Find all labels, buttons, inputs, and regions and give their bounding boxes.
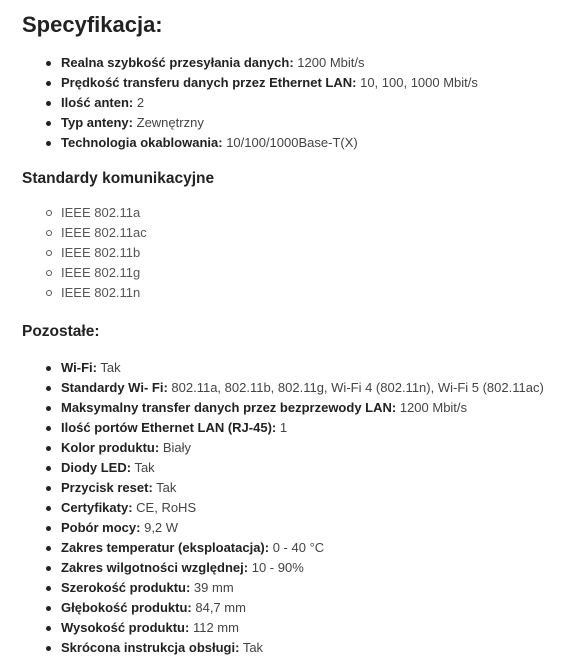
bullet-icon <box>46 626 51 631</box>
spec-label: Zakres wilgotności względnej: <box>61 560 249 575</box>
spec-value: 39 mm <box>193 580 234 595</box>
page-title: Specyfikacja: <box>22 12 163 37</box>
spec-value: 9,2 W <box>144 520 179 535</box>
list-item <box>22 113 572 133</box>
bullet-icon <box>46 586 51 591</box>
spec-label: Prędkość transferu danych przez Ethernet LAN: <box>61 75 357 90</box>
list-item <box>22 223 572 243</box>
spec-label: Technologia okablowania: <box>61 135 223 150</box>
spec-value: Tak <box>100 360 121 375</box>
spec-value: Tak <box>134 460 155 475</box>
bullet-icon <box>46 426 51 431</box>
list-item <box>22 418 572 438</box>
spec-value: 1 <box>279 420 288 435</box>
standard-name: IEEE 802.11g <box>61 265 141 280</box>
bullet-icon <box>46 61 51 66</box>
other-list <box>22 358 572 658</box>
spec-value: 1200 Mbit/s <box>297 55 365 70</box>
list-item <box>22 478 572 498</box>
list-item <box>22 93 572 113</box>
list-item <box>22 398 572 418</box>
spec-label: Szerokość produktu: <box>61 580 191 595</box>
bullet-icon <box>46 121 51 126</box>
list-item <box>22 73 572 93</box>
spec-label: Typ anteny: <box>61 115 133 130</box>
list-item <box>22 638 572 658</box>
hollow-bullet-icon <box>46 210 52 216</box>
hollow-bullet-icon <box>46 290 52 296</box>
spec-label: Kolor produktu: <box>61 440 160 455</box>
list-item <box>22 263 572 283</box>
spec-label: Standardy Wi- Fi: <box>61 380 168 395</box>
spec-value: 1200 Mbit/s <box>399 400 468 415</box>
list-item <box>22 283 572 303</box>
list-item <box>22 498 572 518</box>
spec-value: CE, RoHS <box>136 500 197 515</box>
spec-list <box>22 53 572 153</box>
hollow-bullet-icon <box>46 250 52 256</box>
standards-list <box>22 203 572 303</box>
spec-label: Realna szybkość przesyłania danych: <box>61 55 294 70</box>
standard-name: IEEE 802.11n <box>61 285 141 300</box>
bullet-icon <box>46 526 51 531</box>
spec-label: Zakres temperatur (eksploatacja): <box>61 540 270 555</box>
bullet-icon <box>46 506 51 511</box>
list-item <box>22 598 572 618</box>
spec-value: 112 mm <box>192 620 239 635</box>
list-item <box>22 538 572 558</box>
bullet-icon <box>46 466 51 471</box>
spec-label: Przycisk reset: <box>61 480 153 495</box>
bullet-icon <box>46 606 51 611</box>
list-item <box>22 438 572 458</box>
spec-label: Ilość anten: <box>61 95 134 110</box>
standard-name: IEEE 802.11b <box>61 245 141 260</box>
bullet-icon <box>46 81 51 86</box>
spec-label: Certyfikaty: <box>61 500 133 515</box>
list-item <box>22 203 572 223</box>
list-item <box>22 518 572 538</box>
list-item <box>22 133 572 153</box>
list-item <box>22 618 572 638</box>
bullet-icon <box>46 486 51 491</box>
list-item <box>22 458 572 478</box>
spec-value: 10, 100, 1000 Mbit/s <box>360 75 478 90</box>
list-item <box>22 558 572 578</box>
spec-label: Ilość portów Ethernet LAN (RJ-45): <box>61 420 277 435</box>
bullet-icon <box>46 101 51 106</box>
bullet-icon <box>46 546 51 551</box>
spec-value: Zewnętrzny <box>136 115 204 130</box>
standard-name: IEEE 802.11ac <box>61 225 147 240</box>
spec-label: Wysokość produktu: <box>61 620 190 635</box>
spec-value: Tak <box>242 640 264 655</box>
bullet-icon <box>46 646 51 651</box>
other-heading: Pozostałe: <box>22 323 100 340</box>
spec-label: Wi-Fi: <box>61 360 97 375</box>
spec-label: Skrócona instrukcja obsługi: <box>61 640 240 655</box>
spec-label: Maksymalny transfer danych przez bezprzewody LAN: <box>61 400 397 415</box>
bullet-icon <box>46 366 51 371</box>
spec-value: Tak <box>156 480 177 495</box>
spec-document <box>22 10 572 658</box>
standard-name: IEEE 802.11a <box>61 205 141 220</box>
bullet-icon <box>46 566 51 571</box>
list-item <box>22 578 572 598</box>
spec-value: 802.11a, 802.11b, 802.11g, Wi-Fi 4 (802.11n), Wi-Fi 5 (802.11ac) <box>171 380 544 395</box>
bullet-icon <box>46 406 51 411</box>
spec-label: Głębokość produktu: <box>61 600 192 615</box>
spec-value: 10 - 90% <box>251 560 304 575</box>
list-item <box>22 378 572 398</box>
bullet-icon <box>46 446 51 451</box>
bullet-icon <box>46 141 51 146</box>
spec-label: Diody LED: <box>61 460 132 475</box>
spec-value: 84,7 mm <box>195 600 246 615</box>
spec-label: Pobór mocy: <box>61 520 141 535</box>
list-item <box>22 243 572 263</box>
bullet-icon <box>46 386 51 391</box>
hollow-bullet-icon <box>46 230 52 236</box>
spec-value: 10/100/1000Base-T(X) <box>226 135 358 150</box>
hollow-bullet-icon <box>46 270 52 276</box>
standards-heading: Standardy komunikacyjne <box>22 170 215 187</box>
spec-value: 2 <box>136 95 145 110</box>
spec-value: 0 - 40 °C <box>272 540 325 555</box>
spec-value: Biały <box>162 440 192 455</box>
list-item <box>22 53 572 73</box>
list-item <box>22 358 572 378</box>
